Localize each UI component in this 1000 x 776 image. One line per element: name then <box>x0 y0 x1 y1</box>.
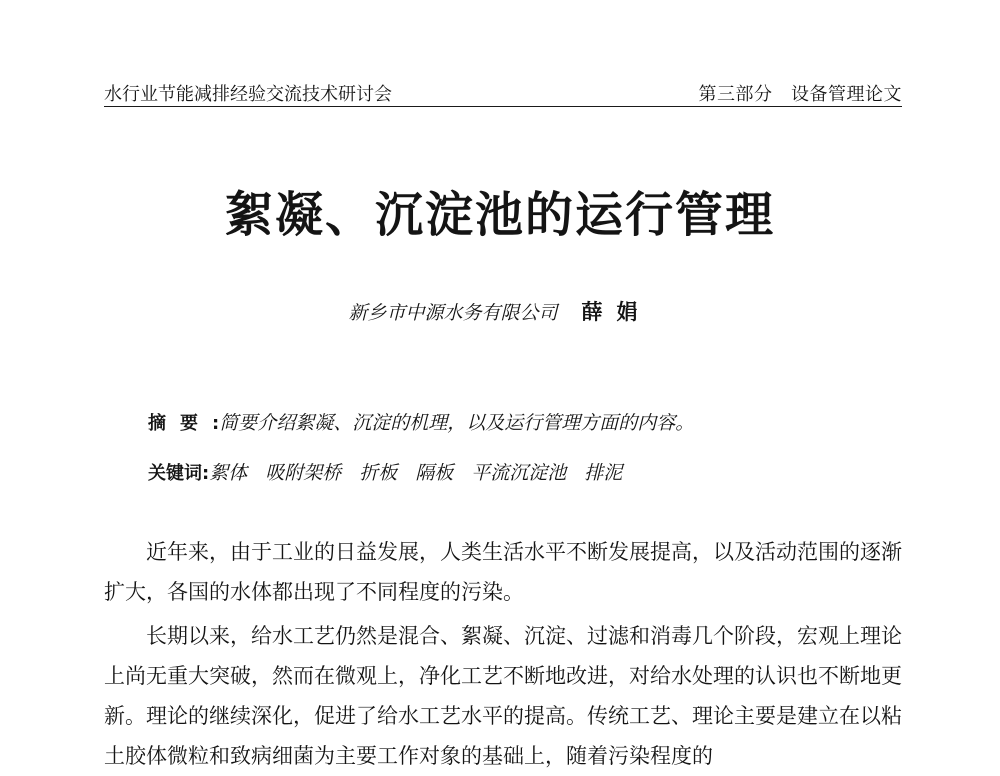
keywords-list <box>209 462 640 484</box>
keyword: 平流沉淀池 <box>471 462 567 484</box>
keywords-label: 关键词: <box>148 463 210 484</box>
header-conference-name: 水行业节能减排经验交流技术研讨会 <box>104 84 392 105</box>
body-paragraph: 长期以来，给水工艺仍然是混合、絮凝、沉淀、过滤和消毒几个阶段，宏观上理论上尚无重大突破，然而在微观上，净化工艺不断地改进，对给水处理的认识也不断地更新。理论的继续深化，促进了给水工艺水平的提高。传统工艺、理论主要是建立在以粘土胶体微粒和致病细菌为主要工作对象的基础上，随着污染程度的 <box>104 624 902 768</box>
author-organization: 新乡市中源水务有限公司 <box>348 302 558 324</box>
author-name: 薛娟 <box>581 299 652 324</box>
header-section-name: 第三部分 设备管理论文 <box>698 84 902 105</box>
body-paragraph: 近年来，由于工业的日益发展，人类生活水平不断发展提高，以及活动范围的逐渐扩大，各国的水体都出现了不同程度的污染。 <box>104 540 902 604</box>
paper-title: 絮凝、沉淀池的运行管理 <box>224 187 775 243</box>
keyword: 隔板 <box>415 462 454 484</box>
abstract <box>148 408 694 435</box>
keyword: 吸附架桥 <box>265 462 342 484</box>
keyword: 排泥 <box>584 462 623 484</box>
keywords <box>148 458 640 485</box>
abstract-text: 简要介绍絮凝、沉淀的机理，以及运行管理方面的内容。 <box>219 412 695 434</box>
abstract-label: 摘要: <box>148 413 220 434</box>
keyword: 絮体 <box>209 462 248 484</box>
byline <box>0 296 1000 326</box>
keyword: 折板 <box>359 462 398 484</box>
running-header <box>104 78 902 107</box>
